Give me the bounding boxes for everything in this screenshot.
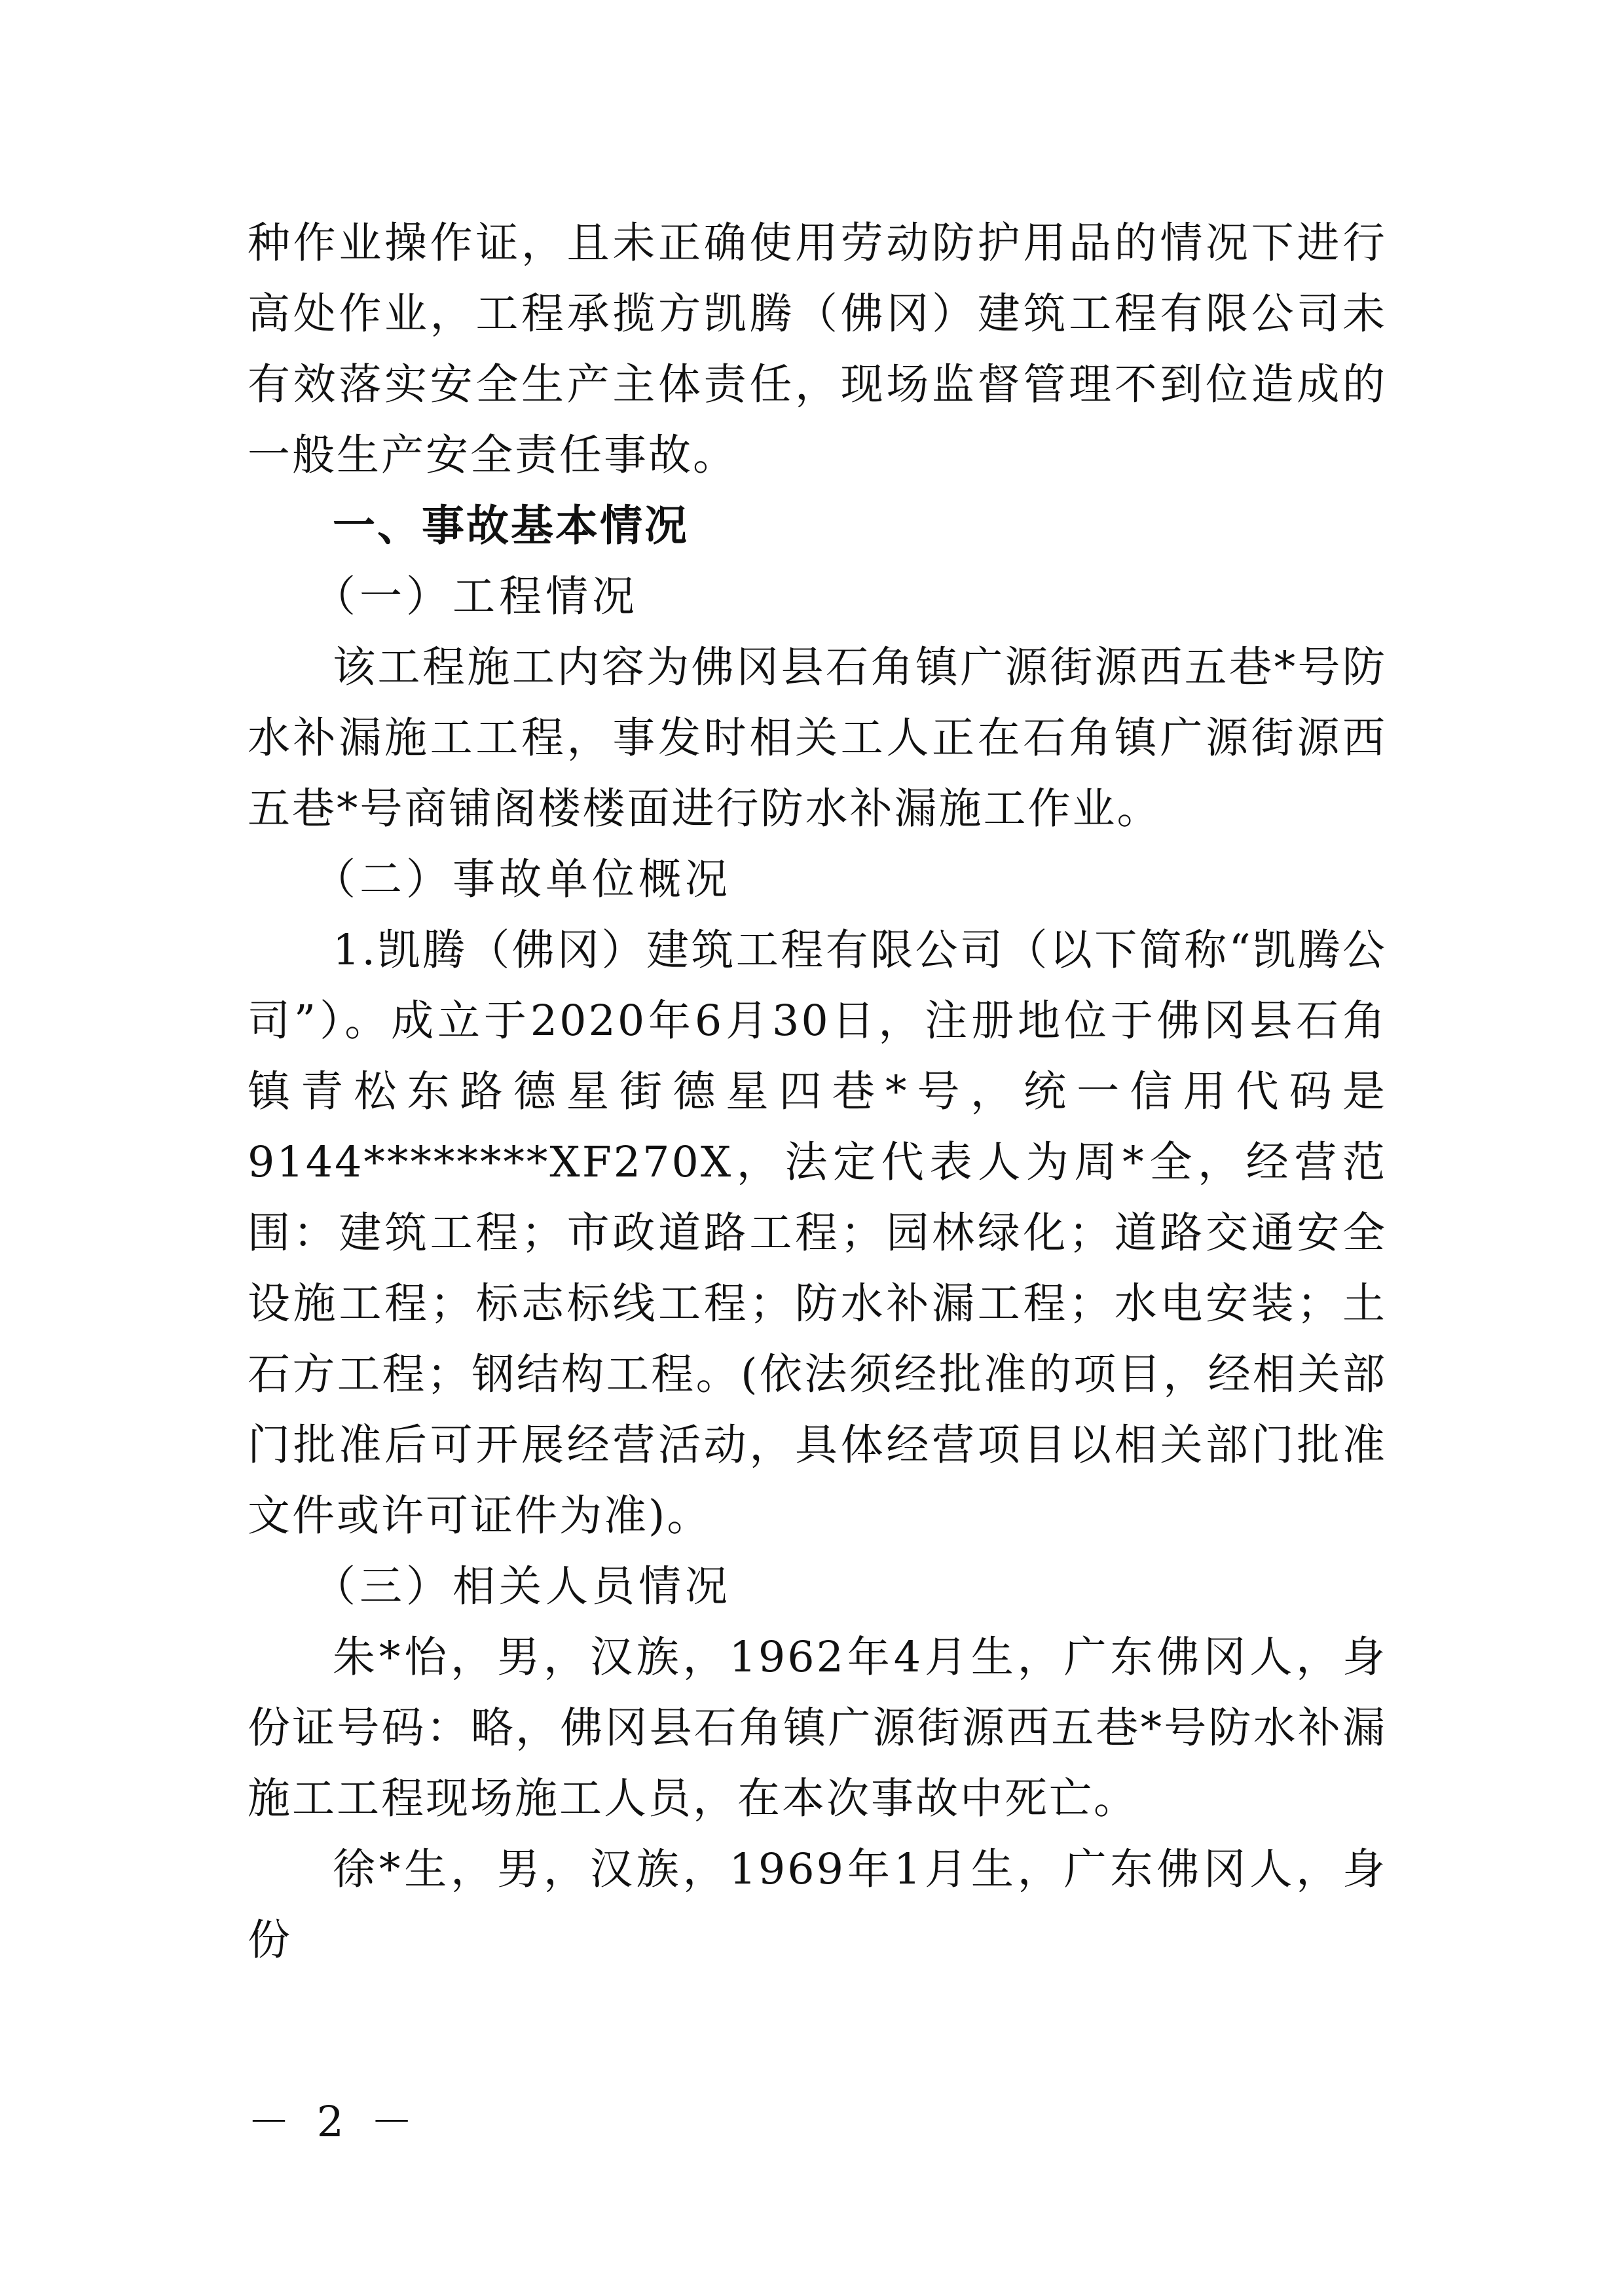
subheading-project-situation: （一）工程情况 xyxy=(313,572,639,621)
subheading-unit-overview: （二）事故单位概况 xyxy=(313,855,732,904)
paragraph-accident-nature: 种作业操作证，且未正确使用劳动防护用品的情况下进行高处作业，工程承揽方凯腾（佛冈）建筑工程有限公司未有效落实安全生产主体责任，现场监督管理不到位造成的一般生产安全责任事故。 xyxy=(248,219,1387,480)
subheading-related-personnel: （三）相关人员情况 xyxy=(313,1562,732,1611)
section-heading-basic-situation: 一、事故基本情况 xyxy=(333,501,690,551)
document-body xyxy=(248,208,1387,1976)
paragraph-company-overview: 1.凯腾（佛冈）建筑工程有限公司（以下简称“凯腾公司”）。成立于2020年6月30日，注册地位于佛冈县石角镇青松东路德星街德星四巷*号，统一信用代码是9144********XF270X，法定代表人为周*全，经营范围：建筑工程；市政道路工程；园林绿化；道路交通安全设施工程；标志标线工程；防水补漏工程；水电安装；土石方工程；钢结构工程。(依法须经批准的项目，经相关部门批准后可开展经营活动，具体经营项目以相关部门批准文件或许可证件为准)。 xyxy=(248,926,1387,1540)
page-number: － 2 － xyxy=(248,2098,420,2147)
paragraph-person-zhu: 朱*怡，男，汉族，1962年4月生，广东佛冈人，身份证号码：略，佛冈县石角镇广源街源西五巷*号防水补漏施工工程现场施工人员，在本次事故中死亡。 xyxy=(248,1633,1387,1823)
paragraph-project-content: 该工程施工内容为佛冈县石角镇广源街源西五巷*号防水补漏施工工程，事发时相关工人正在石角镇广源街源西五巷*号商铺阁楼楼面进行防水补漏施工作业。 xyxy=(248,643,1387,833)
paragraph-person-xu: 徐*生，男，汉族，1969年1月生，广东佛冈人，身份 xyxy=(248,1845,1387,1965)
